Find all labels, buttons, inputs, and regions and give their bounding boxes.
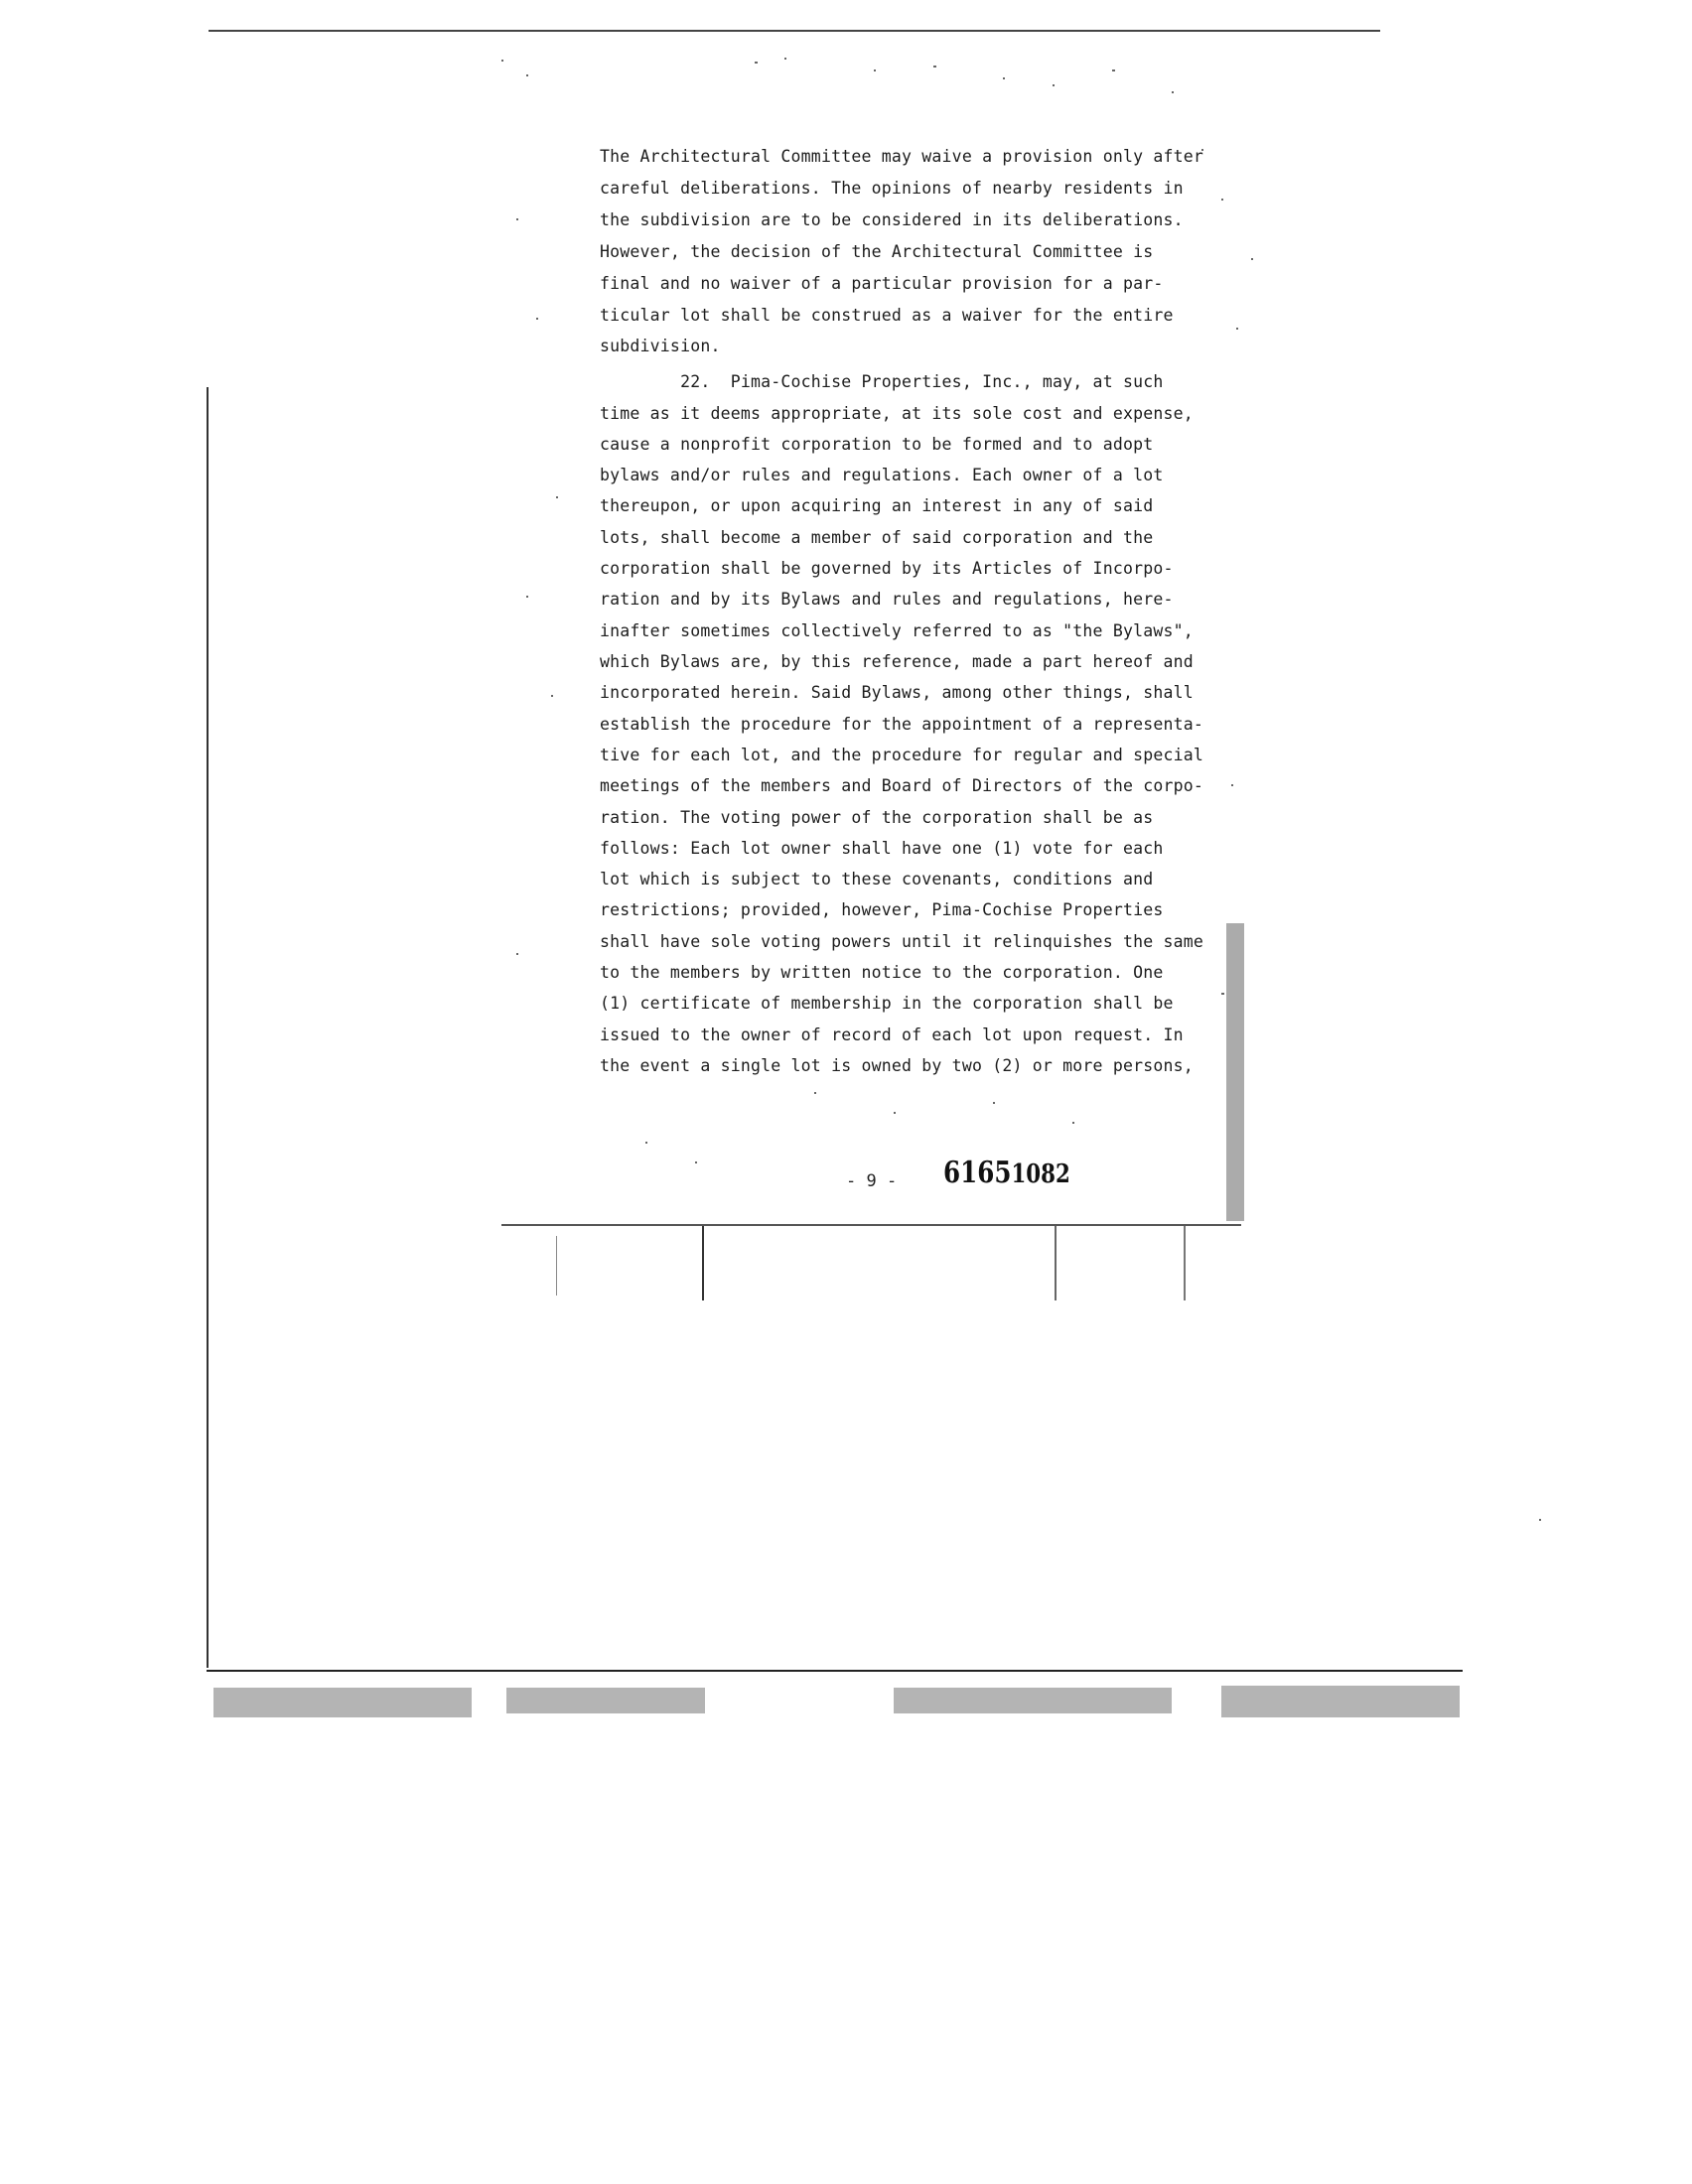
- text-line: thereupon, or upon acquiring an interest in any of said: [600, 496, 1154, 515]
- text-line: incorporated herein. Said Bylaws, among other things, shall: [600, 683, 1194, 702]
- text-line: issued to the owner of record of each lot upon request. In: [600, 1025, 1184, 1044]
- text-line: subdivision.: [600, 337, 721, 355]
- text-line: ticular lot shall be construed as a waiver for the entire: [600, 306, 1174, 325]
- text-line: establish the procedure for the appointment of a representa-: [600, 715, 1204, 734]
- text-line: bylaws and/or rules and regulations. Each owner of a lot: [600, 466, 1164, 484]
- text-line: careful deliberations. The opinions of nearby residents in: [600, 179, 1184, 198]
- text-line: tive for each lot, and the procedure for regular and special: [600, 746, 1204, 764]
- text-line: inafter sometimes collectively referred to as "the Bylaws",: [600, 621, 1194, 640]
- text-line: shall have sole voting powers until it relinquishes the same: [600, 932, 1204, 951]
- page-number: - 9 -: [846, 1171, 898, 1191]
- text-line: corporation shall be governed by its Articles of Incorpo-: [600, 559, 1174, 578]
- text-line: (1) certificate of membership in the corporation shall be: [600, 994, 1174, 1013]
- text-line: follows: Each lot owner shall have one (1) vote for each: [600, 839, 1164, 858]
- text-line: time as it deems appropriate, at its sole cost and expense,: [600, 404, 1194, 423]
- text-line: ration. The voting power of the corporation shall be as: [600, 808, 1154, 827]
- text-line: final and no waiver of a particular provision for a par-: [600, 274, 1164, 293]
- text-line: ration and by its Bylaws and rules and regulations, here-: [600, 590, 1174, 609]
- text-line: meetings of the members and Board of Directors of the corpo-: [600, 776, 1204, 795]
- text-line: cause a nonprofit corporation to be formed and to adopt: [600, 435, 1154, 454]
- text-line: The Architectural Committee may waive a provision only after: [600, 147, 1204, 166]
- text-line: lot which is subject to these covenants, conditions and: [600, 870, 1154, 888]
- book-page-stamp-number: 6165: [943, 1156, 1012, 1190]
- book-page-stamp: [943, 1156, 1070, 1190]
- text-line: the event a single lot is owned by two (2) or more persons,: [600, 1056, 1194, 1075]
- text-line: restrictions; provided, however, Pima-Cochise Properties: [600, 900, 1164, 919]
- text-line: 22. Pima-Cochise Properties, Inc., may, at such: [600, 372, 1164, 391]
- text-line: lots, shall become a member of said corporation and the: [600, 528, 1154, 547]
- text-line: which Bylaws are, by this reference, made a part hereof and: [600, 652, 1194, 671]
- book-page-stamp-suffix: 1082: [1011, 1160, 1070, 1189]
- text-line: the subdivision are to be considered in its deliberations.: [600, 210, 1184, 229]
- text-line: However, the decision of the Architectural Committee is: [600, 242, 1154, 261]
- text-line: to the members by written notice to the corporation. One: [600, 963, 1164, 982]
